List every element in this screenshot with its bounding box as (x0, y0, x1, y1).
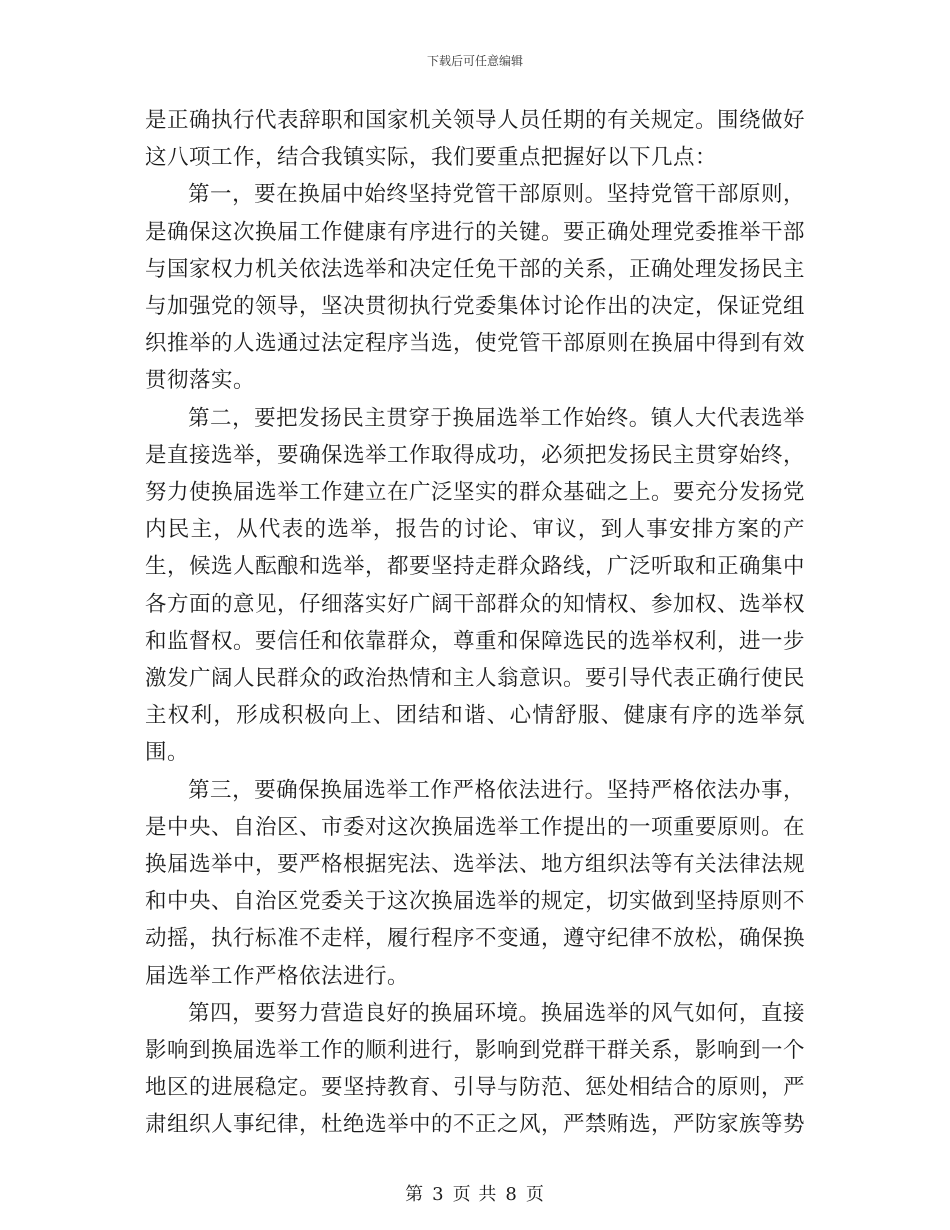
page-header-note: 下载后可任意编辑 (426, 54, 523, 68)
footer-prefix: 第 (405, 1184, 425, 1205)
footer-page-number: 3 (432, 1184, 445, 1205)
paragraph-continuation: 是正确执行代表辞职和国家机关领导人员任期的有关规定。围绕做好这八项工作，结合我镇实际，我们要重点把握好以下几点： (145, 108, 806, 171)
page-footer (0, 1180, 950, 1206)
paragraph-point-four: 第四，要努力营造良好的换届环境。换届选举的风气如何，直接影响到换届选举工作的顺利进行，影响到党群干群关系，影响到一个地区的进展稳定。要坚持教育、引导与防范、惩处相结合的原则，严肃组织人事纪律，杜绝选举中的不正之风，严禁贿选，严防家族等势 (145, 1000, 806, 1138)
footer-suffix: 页 (525, 1184, 545, 1205)
paragraph-point-two: 第二，要把发扬民主贯穿于换届选举工作始终。镇人大代表选举是直接选举，要确保选举工作取得成功，必须把发扬民主贯穿始终，努力使换届选举工作建立在广泛坚实的群众基础之上。要充分发扬党内民主，从代表的选举，报告的讨论、审议，到人事安排方案的产生，候选人酝酿和选举，都要坚持走群众路线，广泛听取和正确集中各方面的意见，仔细落实好广阔干部群众的知情权、参加权、选举权和监督权。要信任和依靠群众，尊重和保障选民的选举权利，进一步激发广阔人民群众的政治热情和主人翁意识。要引导代表正确行使民主权利，形成积极向上、团结和谐、心情舒服、健康有序的选举氛围。 (145, 405, 806, 766)
paragraph-point-one: 第一，要在换届中始终坚持党管干部原则。坚持党管干部原则，是确保这次换届工作健康有序进行的关键。要正确处理党委推举干部与国家权力机关依法选举和决定任免干部的关系，正确处理发扬民主与加强党的领导，坚决贯彻执行党委集体讨论作出的决定，保证党组织推举的人选通过法定程序当选，使党管干部原则在换届中得到有效贯彻落实。 (145, 182, 806, 394)
footer-total-pages: 8 (505, 1184, 518, 1205)
footer-middle: 页 共 (452, 1184, 498, 1205)
document-body (145, 102, 805, 1144)
paragraph-point-three: 第三，要确保换届选举工作严格依法进行。坚持严格依法办事，是中央、自治区、市委对这次换届选举工作提出的一项重要原则。在换届选举中，要严格根据宪法、选举法、地方组织法等有关法律法规和中央、自治区党委关于这次换届选举的规定，切实做到坚持原则不动摇，执行标准不走样，履行程序不变通，遵守纪律不放松，确保换届选举工作严格依法进行。 (145, 777, 806, 989)
